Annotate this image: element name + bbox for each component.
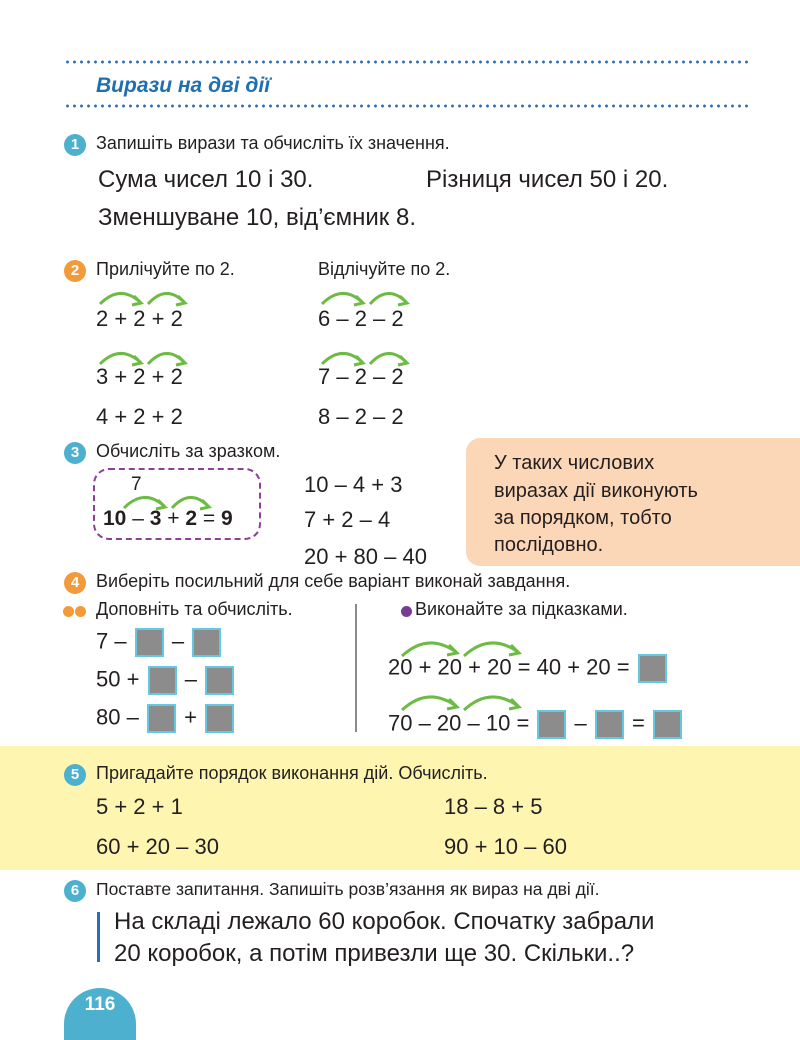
guided-expression (388, 654, 669, 683)
expression-part: 70 – 20 – 10 = (388, 710, 530, 736)
answer-box[interactable] (653, 710, 682, 739)
expression-part: = (632, 710, 645, 736)
answer-box[interactable] (638, 654, 667, 683)
expression-part: 7 – (96, 628, 127, 654)
expression-part: 80 – (96, 704, 139, 730)
fill-in-expression (96, 666, 236, 695)
difficulty-dot-hard (401, 604, 412, 622)
expression-part: – (184, 666, 197, 692)
expression: 10 – 4 + 3 (304, 472, 403, 497)
task-label-count-down: Відлічуйте по 2. (318, 259, 451, 279)
expression: 18 – 8 + 5 (444, 794, 543, 819)
answer-box[interactable] (205, 704, 234, 733)
expression: 8 – 2 – 2 (318, 404, 404, 429)
sample-operand: 3 (149, 507, 162, 530)
sample-operand: 2 (185, 507, 198, 530)
expression-part: – (574, 710, 587, 736)
problem-text-line: 20 коробок, а потім привезли ще 30. Скільки..? (114, 940, 635, 967)
expression: 90 + 10 – 60 (444, 834, 567, 859)
answer-box[interactable] (192, 628, 221, 657)
sample-operator: – (126, 507, 150, 530)
variant-label-right: Виконайте за підказками. (415, 599, 628, 619)
expression: 5 + 2 + 1 (96, 794, 183, 819)
answer-box[interactable] (135, 628, 164, 657)
task-label-count-up: Прилічуйте по 2. (96, 259, 235, 279)
expression: 60 + 20 – 30 (96, 834, 219, 859)
guided-expression (388, 710, 684, 739)
expression-part: 20 + 20 + 20 = 40 + 20 = (388, 654, 630, 680)
expression: 6 – 2 – 2 (318, 306, 404, 331)
header-dotted-line-bottom (64, 104, 750, 108)
task-number-badge: 6 (64, 880, 86, 902)
task-instruction: Обчисліть за зразком. (96, 441, 281, 461)
sample-operator: = (197, 507, 221, 530)
problem-text-line: На складі лежало 60 коробок. Спочатку забрали (114, 908, 655, 935)
answer-box[interactable] (205, 666, 234, 695)
info-text-line: за порядком, тобто (494, 507, 672, 529)
expression: 7 – 2 – 2 (318, 364, 404, 389)
task-item: Сума чисел 10 і 30. (98, 166, 314, 193)
sample-hint-value: 7 (131, 474, 142, 495)
expression: 3 + 2 + 2 (96, 364, 183, 389)
answer-box[interactable] (595, 710, 624, 739)
task-number-badge: 5 (64, 764, 86, 786)
task-instruction: Запишіть вирази та обчисліть їх значення. (96, 133, 450, 153)
expression-part: – (171, 628, 185, 654)
difficulty-dot-icon (401, 606, 412, 617)
task-instruction: Виберіть посильний для себе варіант виконай завдання. (96, 571, 571, 591)
task-item: Зменшуване 10, від’ємник 8. (98, 204, 416, 231)
sample-operator: + (161, 507, 186, 530)
variant-label-left: Доповніть та обчисліть. (96, 599, 293, 619)
header-dotted-line-top (64, 60, 750, 64)
task-number-badge: 1 (64, 134, 86, 156)
expression: 20 + 80 – 40 (304, 544, 427, 569)
expression: 7 + 2 – 4 (304, 507, 391, 532)
expression: 2 + 2 + 2 (96, 306, 183, 331)
expression-part: 50 + (96, 666, 140, 692)
column-divider (355, 604, 357, 732)
info-text-line: послідовно. (494, 534, 604, 556)
expression: 4 + 2 + 2 (96, 404, 183, 429)
difficulty-dot-icon (75, 606, 86, 617)
problem-marker-bar (97, 912, 100, 962)
difficulty-dots-easy (63, 604, 86, 622)
answer-box[interactable] (148, 666, 177, 695)
task-number-badge: 3 (64, 442, 86, 464)
task-instruction: Пригадайте порядок виконання дій. Обчисліть. (96, 763, 488, 783)
section-title: Вирази на дві дії (96, 74, 271, 97)
task-instruction: Поставте запитання. Запишіть розв’язання як вираз на дві дії. (96, 879, 600, 899)
sample-result: 9 (220, 507, 233, 530)
answer-box[interactable] (147, 704, 176, 733)
page-number: 116 (64, 988, 136, 1040)
fill-in-expression (96, 704, 236, 733)
task-number-badge: 4 (64, 572, 86, 594)
task-item: Різниця чисел 50 і 20. (426, 166, 669, 193)
fill-in-expression (96, 628, 223, 657)
expression-part: + (184, 704, 197, 730)
info-text-line: У таких числових (494, 452, 655, 474)
answer-box[interactable] (537, 710, 566, 739)
sample-operand: 10 (103, 507, 127, 530)
task-number-badge: 2 (64, 260, 86, 282)
difficulty-dot-icon (63, 606, 74, 617)
info-text-line: виразах дії виконують (494, 480, 698, 502)
sample-expression (103, 507, 233, 531)
